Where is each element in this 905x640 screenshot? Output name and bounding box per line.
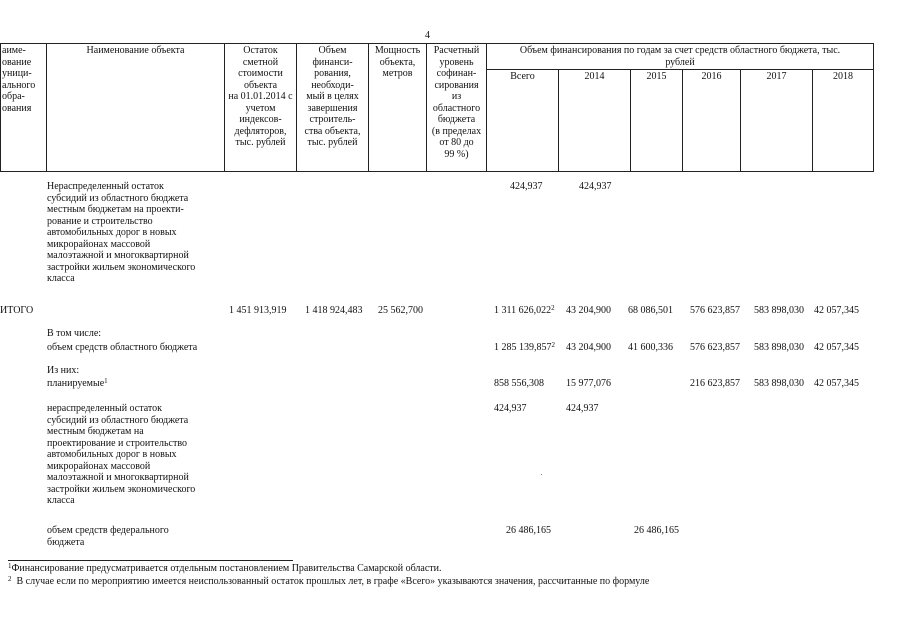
page-number: 4: [425, 30, 430, 41]
row-itogo-2015: 68 086,501: [628, 305, 673, 316]
row-federal-total: 26 486,165: [506, 525, 551, 536]
table-header: [0, 43, 874, 172]
row-including-total: 1 285 139,857$^2$: [494, 341, 555, 353]
row-including-2016: 576 623,857: [690, 342, 740, 353]
header-object-name: Наименование объекта: [47, 44, 225, 172]
row-planned-total: 858 556,308: [494, 378, 544, 389]
header-2016: 2016: [683, 70, 741, 172]
row-itogo-power: 25 562,700: [378, 305, 423, 316]
row-planned-heading: Из них:: [47, 365, 80, 376]
row-undistributed-2-2014: 424,937: [566, 403, 599, 414]
row-undistributed-1-label: Нераспределенный остаток субсидий из областного бюджета местным бюджетам на проекти- рование и строительство автомобильных дорог в новых микрорайонах массовой малоэтажной и многоквартирной застройки жильем экономического класса: [47, 181, 196, 284]
header-required-volume: Объем финанси- рования, необходи- мый в целях завершения строитель- ства объекта, тыс. рублей: [297, 44, 369, 172]
footnote-1: $^1$Финансирование предусматривается отдельным постановлением Правительства Самарской области.: [8, 562, 442, 574]
header-financing-group: Объем финансирования по годам за счет средств областного бюджета, тыс. рублей: [487, 44, 874, 70]
row-itogo-total: 1 311 626,022$^2$: [494, 304, 555, 316]
row-planned-2018: 42 057,345: [814, 378, 859, 389]
row-itogo-2017: 583 898,030: [754, 305, 804, 316]
row-federal-label: объем средств федерального бюджета: [47, 525, 169, 548]
header-remaining-cost: Остаток сметной стоимости объекта на 01.01.2014 с учетом индексов- дефляторов, тыс. рублей: [225, 44, 297, 172]
row-planned-2016: 216 623,857: [690, 378, 740, 389]
row-federal-2015: 26 486,165: [634, 525, 679, 536]
row-itogo-remain: 1 451 913,919: [229, 305, 287, 316]
header-2015: 2015: [631, 70, 683, 172]
row-itogo-2016: 576 623,857: [690, 305, 740, 316]
row-including-2018: 42 057,345: [814, 342, 859, 353]
row-planned-2014: 15 977,076: [566, 378, 611, 389]
header-municipality: аиме- ование уници- ального обра- ования: [1, 44, 47, 172]
row-itogo-2014: 43 204,900: [566, 305, 611, 316]
row-undistributed-2-total: 424,937: [494, 403, 527, 414]
header-2017: 2017: [741, 70, 813, 172]
row-including-label: объем средств областного бюджета: [47, 342, 198, 353]
row-including-2015: 41 600,336: [628, 342, 673, 353]
header-2018: 2018: [813, 70, 874, 172]
row-including-2017: 583 898,030: [754, 342, 804, 353]
row-undistributed-2-label: нераспределенный остаток субсидий из областного бюджета местным бюджетам на проектирование и строительство автомобильных дорог в новых микрорайонах массовой малоэтажной и многоквартирной застройки жильем экономического класса: [47, 403, 196, 506]
row-undistributed-1-2014: 424,937: [579, 181, 612, 192]
row-itogo-volume: 1 418 924,483: [305, 305, 363, 316]
row-planned-label: планируемые$^1$: [47, 377, 108, 389]
row-including-2014: 43 204,900: [566, 342, 611, 353]
row-planned-2017: 583 898,030: [754, 378, 804, 389]
scan-speck: [541, 474, 542, 475]
row-undistributed-1-total: 424,937: [510, 181, 543, 192]
header-2014: 2014: [559, 70, 631, 172]
header-total: Всего: [487, 70, 559, 172]
footnote-2: $^2$ В случае если по мероприятию имеется неиспользованный остаток прошлых лет, в графе «Всего» указываются значения, рассчитанные по формуле: [8, 575, 650, 587]
row-including-heading: В том числе:: [47, 328, 102, 339]
row-itogo-2018: 42 057,345: [814, 305, 859, 316]
header-capacity: Мощность объекта, метров: [369, 44, 427, 172]
footnote-divider: [8, 560, 293, 561]
header-cofinancing-level: Расчетный уровень софинан- сирования из областного бюджета (в пределах от 80 до 99 %): [427, 44, 487, 172]
row-itogo-label: ИТОГО: [0, 305, 34, 316]
